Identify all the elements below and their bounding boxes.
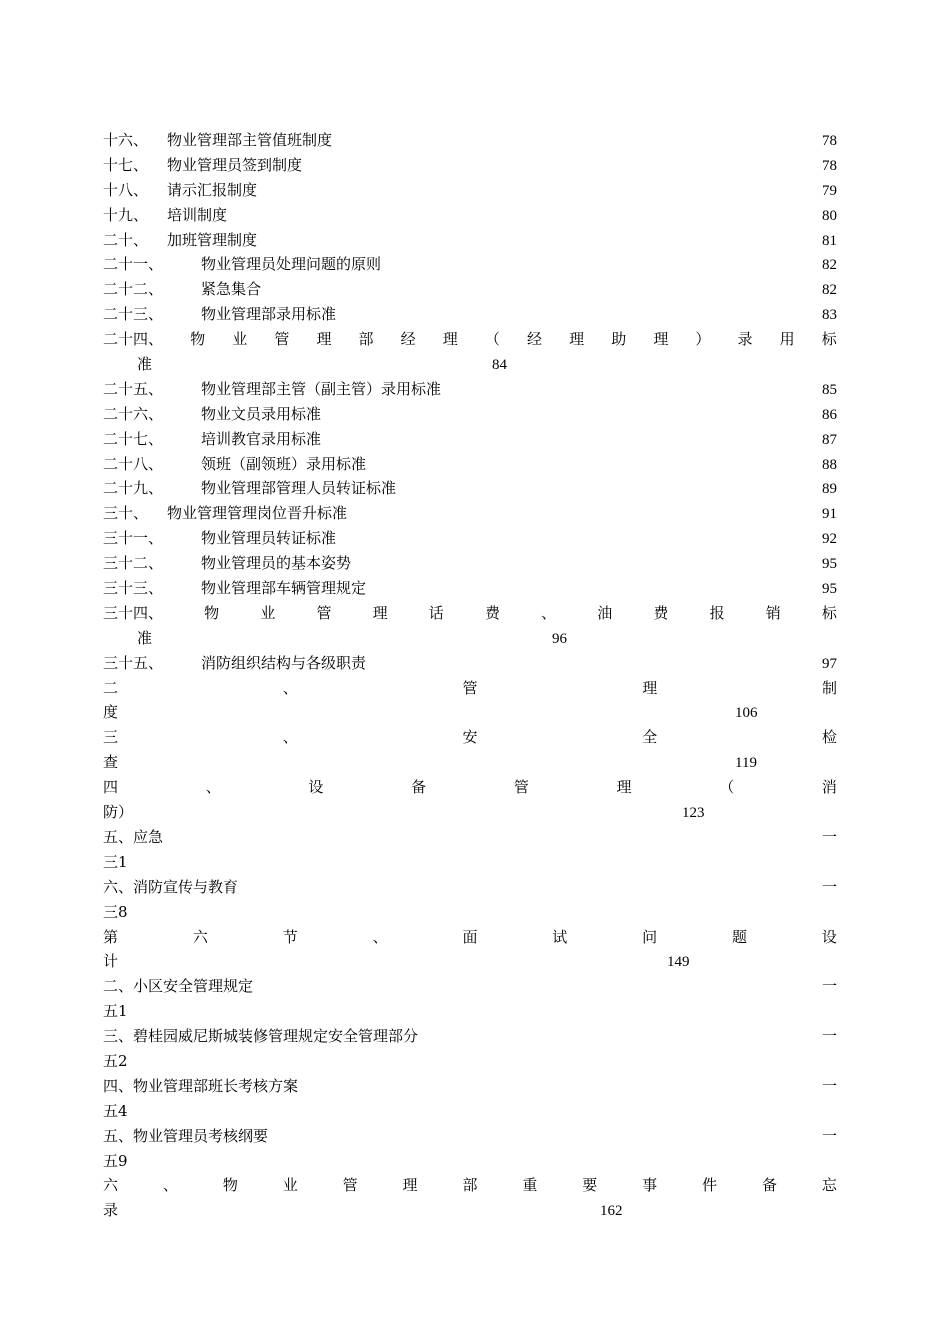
entry-number: 二十九、: [103, 479, 164, 498]
toc-entry: [103, 203, 837, 228]
entry-title-char: 理: [442, 330, 458, 349]
entry-page: 86: [822, 406, 837, 423]
entry-title: 物业管理部主管值班制度: [167, 131, 333, 149]
entry-page: 96: [552, 630, 568, 647]
entry-number: 十九、: [103, 205, 149, 224]
toc-section: [103, 925, 837, 950]
entry-number: 三十二、: [103, 554, 164, 573]
entry-title-char: 节: [282, 927, 298, 946]
entry-title-char: 安: [462, 728, 478, 747]
entry-title-end: 准: [137, 628, 153, 647]
toc-entry: [103, 427, 837, 452]
entry-title: 请示汇报制度: [167, 180, 258, 199]
entry-title-char: 设: [821, 927, 837, 946]
entry-number: 十六、: [103, 131, 149, 149]
entry-title: 紧急集合: [201, 280, 262, 299]
entry-title-char: 经: [526, 330, 542, 349]
entry-title-char: 管: [274, 330, 290, 349]
toc-section-continued: [103, 949, 837, 974]
toc-entry: [103, 178, 837, 203]
entry-page: 89: [822, 481, 837, 498]
toc-entry-continued: [103, 900, 837, 925]
entry-title-char: 理: [402, 1176, 418, 1195]
entry-number: 三十、: [103, 504, 149, 523]
entry-title-char: 费: [653, 603, 669, 622]
entry-title-char: 理: [616, 778, 632, 797]
entry-page-rest: 五1: [103, 1002, 128, 1021]
entry-number: 二十二、: [103, 280, 164, 299]
entry-page: 97: [822, 655, 837, 672]
toc-section: [103, 676, 837, 701]
toc-entry-continued: [103, 1099, 837, 1124]
entry-title-char: ）: [695, 330, 711, 349]
entry-title-char: 全: [642, 728, 658, 747]
entry-title-end: 防）: [103, 803, 134, 822]
entry-page: 162: [600, 1203, 623, 1220]
entry-title-char: 管: [316, 603, 332, 622]
entry-title-char: 、: [282, 728, 298, 747]
toc-section: [103, 775, 837, 800]
entry-title-char: 业: [232, 330, 248, 349]
entry-title-char: 二: [103, 678, 119, 697]
entry-number: 二十、: [103, 230, 149, 249]
entry-title-char: 问: [642, 927, 658, 946]
entry-page: 119: [735, 755, 757, 772]
toc-entry: [103, 1024, 837, 1049]
toc-entry: [103, 1074, 837, 1099]
entry-title: 五、物业管理员考核纲要: [103, 1126, 269, 1145]
entry-page: 78: [822, 133, 837, 149]
entry-title-char: 物: [190, 330, 206, 349]
entry-page: 95: [822, 556, 837, 573]
toc-entry: [103, 651, 837, 676]
entry-title: 物业管理管理岗位晋升标准: [167, 504, 348, 523]
entry-title: 物业管理部车辆管理规定: [201, 579, 367, 598]
toc-entry: [103, 377, 837, 402]
entry-title-char: 要: [582, 1176, 598, 1195]
entry-title-end: 录: [103, 1201, 119, 1220]
entry-page-rest: 三8: [103, 902, 128, 921]
entry-page: 106: [735, 705, 758, 722]
entry-page: 81: [822, 232, 837, 249]
entry-title-char: 、: [162, 1176, 178, 1195]
entry-page: 82: [822, 282, 837, 299]
entry-title: 物业管理员签到制度: [167, 155, 303, 174]
entry-title-char: 事: [642, 1176, 658, 1195]
entry-number: 二十六、: [103, 404, 164, 423]
toc-entry: [103, 277, 837, 302]
toc-entry: [103, 601, 837, 626]
entry-number: 三十五、: [103, 653, 164, 672]
entry-title-char: 报: [709, 603, 725, 622]
entry-title: 物业管理部主管（副主管）录用标准: [201, 379, 442, 398]
entry-title-char: 备: [761, 1176, 777, 1195]
entry-title-char: 试: [552, 927, 568, 946]
entry-title-char: 业: [282, 1176, 298, 1195]
toc-entry: [103, 302, 837, 327]
entry-title-char: 重: [522, 1176, 538, 1195]
entry-title: 物业管理员的基本姿势: [201, 554, 352, 573]
toc-entry: [103, 551, 837, 576]
entry-title-char: 忘: [821, 1176, 837, 1195]
entry-title: 四、物业管理部班长考核方案: [103, 1076, 299, 1095]
entry-title-char: 管: [462, 678, 478, 697]
toc-entry-continued: [103, 1149, 837, 1174]
entry-title-char: 费: [484, 603, 500, 622]
entry-page-part: 一: [821, 1078, 837, 1095]
entry-title: 加班管理制度: [167, 230, 258, 249]
entry-title-char: 理: [372, 603, 388, 622]
entry-page: 123: [682, 805, 705, 822]
entry-title-char: 件: [702, 1176, 718, 1195]
entry-title: 物业管理员转证标准: [201, 529, 337, 548]
entry-page: 95: [822, 581, 837, 598]
entry-number: 十七、: [103, 155, 149, 174]
entry-title-char: 标: [821, 603, 837, 622]
entry-title-char: 管: [513, 778, 529, 797]
entry-title-char: 油: [597, 603, 613, 622]
entry-title: 物业管理员处理问题的原则: [201, 255, 382, 274]
entry-page: 82: [822, 257, 837, 274]
entry-title-char: 消: [821, 778, 837, 797]
entry-title-char: 理: [642, 678, 658, 697]
entry-title-char: 四: [103, 778, 119, 797]
entry-page-part: 一: [821, 979, 837, 996]
entry-title-char: 制: [821, 678, 837, 697]
entry-page-part: 一: [821, 879, 837, 896]
entry-title-char: （: [484, 330, 500, 349]
entry-page-part: 一: [821, 1029, 837, 1046]
toc-entry: [103, 153, 837, 178]
entry-number: 二十七、: [103, 429, 164, 448]
toc-entry-continued: [103, 626, 837, 651]
entry-page: 83: [822, 307, 837, 324]
entry-title-end: 查: [103, 753, 119, 772]
entry-title-char: 管: [342, 1176, 358, 1195]
toc-entry: [103, 526, 837, 551]
toc-entry: [103, 1124, 837, 1149]
toc-entry: [103, 825, 837, 850]
entry-title: 消防组织结构与各级职责: [201, 653, 367, 672]
toc-entry: [103, 327, 837, 352]
toc-entry: [103, 476, 837, 501]
entry-title: 五、应急: [103, 827, 164, 846]
toc-section: [103, 1173, 837, 1198]
entry-title-char: 设: [308, 778, 324, 797]
entry-page: 79: [822, 182, 837, 199]
toc-entry-continued: [103, 352, 837, 377]
entry-title-char: 标: [821, 330, 837, 349]
toc-entry: [103, 452, 837, 477]
entry-number: 二十五、: [103, 379, 164, 398]
entry-page: 80: [822, 207, 837, 224]
entry-title-end: 度: [103, 703, 119, 722]
entry-number: 十八、: [103, 180, 149, 199]
entry-title-char: 用: [779, 330, 795, 349]
entry-title-char: 物: [204, 603, 220, 622]
entry-title-char: 理: [653, 330, 669, 349]
entry-page-rest: 五4: [103, 1101, 128, 1120]
entry-page-rest: 五9: [103, 1151, 128, 1170]
entry-title-char: 、: [282, 678, 298, 697]
entry-page-part: 一: [821, 1128, 837, 1145]
entry-title: 培训教官录用标准: [201, 429, 322, 448]
entry-page: 84: [492, 357, 508, 374]
toc-entry: [103, 252, 837, 277]
toc-entry: [103, 974, 837, 999]
toc-entry-continued: [103, 1049, 837, 1074]
entry-page-part: 一: [821, 829, 837, 846]
toc-section-continued: [103, 1198, 837, 1223]
entry-title-char: 销: [765, 603, 781, 622]
entry-title-char: 三: [103, 728, 119, 747]
entry-number: 二十一、: [103, 255, 164, 274]
entry-page: 149: [667, 954, 690, 971]
entry-page: 92: [822, 531, 837, 548]
table-of-contents: [103, 128, 837, 1223]
entry-title: 物业文员录用标准: [201, 404, 322, 423]
toc-section: [103, 725, 837, 750]
entry-title: 物业管理部录用标准: [201, 305, 337, 324]
entry-title: 二、小区安全管理规定: [103, 977, 254, 996]
entry-page: 87: [822, 431, 837, 448]
entry-number: 三十一、: [103, 529, 164, 548]
toc-entry-continued: [103, 850, 837, 875]
entry-page: 85: [822, 381, 837, 398]
toc-section-continued: [103, 800, 837, 825]
entry-title-char: 录: [737, 330, 753, 349]
entry-title-char: 检: [821, 728, 837, 747]
toc-entry: [103, 875, 837, 900]
entry-title-char: 第: [103, 927, 119, 946]
toc-entry: [103, 501, 837, 526]
entry-number: 二十三、: [103, 305, 164, 324]
entry-title-char: 、: [205, 778, 221, 797]
toc-entry: [103, 128, 837, 153]
entry-title-char: 六: [192, 927, 208, 946]
entry-title-char: 助: [611, 330, 627, 349]
entry-number: 三十三、: [103, 579, 164, 598]
entry-title-char: 题: [732, 927, 748, 946]
entry-title-char: 、: [372, 927, 388, 946]
entry-title-char: 业: [260, 603, 276, 622]
entry-number: 二十四、: [103, 330, 164, 349]
toc-section-continued: [103, 750, 837, 775]
entry-title-char: 理: [569, 330, 585, 349]
entry-title-char: 理: [316, 330, 332, 349]
entry-page: 78: [822, 157, 837, 174]
entry-title: 物业管理部管理人员转证标准: [201, 479, 397, 498]
entry-title: 培训制度: [167, 205, 228, 224]
entry-title-char: 经: [400, 330, 416, 349]
entry-title-char: 面: [462, 927, 478, 946]
entry-title-char: 、: [541, 603, 557, 622]
toc-entry: [103, 402, 837, 427]
entry-page-rest: 三1: [103, 852, 128, 871]
entry-title-char: 话: [428, 603, 444, 622]
toc-section-continued: [103, 700, 837, 725]
toc-entry: [103, 228, 837, 253]
entry-title-end: 计: [103, 952, 119, 971]
entry-title: 六、消防宣传与教育: [103, 877, 239, 896]
entry-number: 三十四、: [103, 603, 164, 622]
entry-page: 88: [822, 456, 837, 473]
toc-entry-continued: [103, 999, 837, 1024]
entry-title-end: 准: [137, 355, 153, 374]
entry-title-char: 部: [462, 1176, 478, 1195]
entry-title-char: 备: [411, 778, 427, 797]
entry-title-char: 六: [103, 1176, 119, 1195]
entry-page-rest: 五2: [103, 1051, 128, 1070]
entry-title-char: （: [719, 778, 735, 797]
entry-title-char: 部: [358, 330, 374, 349]
entry-page: 91: [822, 506, 837, 523]
entry-title-char: 物: [222, 1176, 238, 1195]
toc-entry: [103, 576, 837, 601]
entry-title: 领班（副领班）录用标准: [201, 454, 367, 473]
entry-title: 三、碧桂园威尼斯城装修管理规定安全管理部分: [103, 1027, 419, 1046]
entry-number: 二十八、: [103, 454, 164, 473]
